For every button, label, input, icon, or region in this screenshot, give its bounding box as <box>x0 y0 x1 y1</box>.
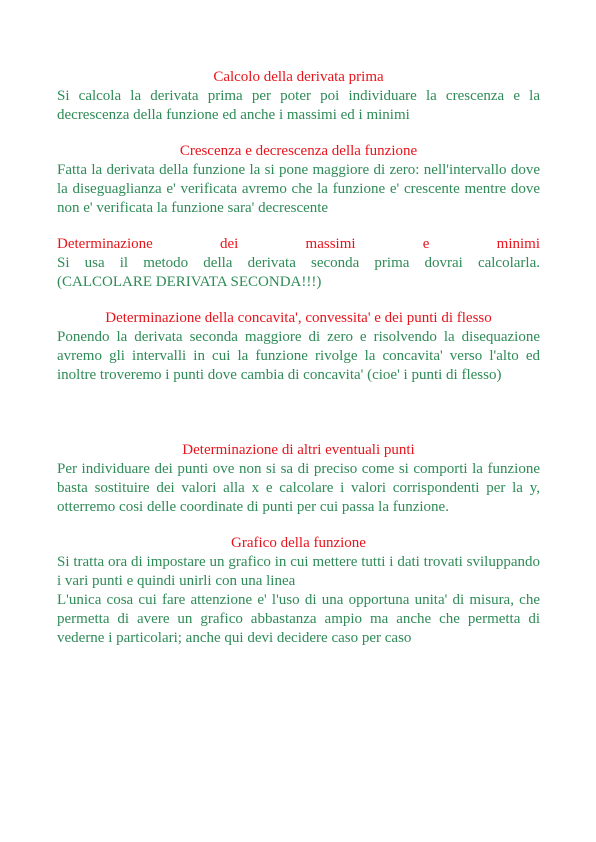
section-paragraph: Si tratta ora di impostare un grafico in cui mettere tutti i dati trovati sviluppando i vari punti e quindi unirli con una linea <box>57 554 540 589</box>
document-page <box>57 68 540 648</box>
section-heading: Crescenza e decrescenza della funzione <box>179 143 418 159</box>
section-paragraph: (CALCOLARE DERIVATA SECONDA!!!) <box>57 274 322 290</box>
section-paragraph: Per individuare dei punti ove non si sa di preciso come si comporti la funzione basta sostituire dei valori alla x e calcolare i valori corrispondenti per la y, otterremo cosi delle coordinate di punti per cui passa la funzione. <box>57 461 540 515</box>
section-massimi-minimi <box>57 235 540 292</box>
section-heading: Determinazione dei massimi e minimi <box>57 236 540 252</box>
section-heading: Determinazione della concavita', convessita' e dei punti di flesso <box>105 310 492 326</box>
section-heading: Grafico della funzione <box>231 535 366 551</box>
section-crescenza <box>57 142 540 218</box>
section-altri-punti <box>57 441 540 517</box>
section-paragraph: Ponendo la derivata seconda maggiore di zero e risolvendo la disequazione avremo gli intervalli in cui la funzione rivolge la concavita' verso l'alto ed inoltre troveremo i punti dove cambia di concavita' (cioe' i punti di flesso) <box>57 329 540 383</box>
section-grafico <box>57 534 540 648</box>
section-paragraph: Fatta la derivata della funzione la si pone maggiore di zero: nell'intervallo dove la diseguaglianza e' verificata avremo che la funzione e' crescente mentre dove non e' verificata la funzione sara' decrescente <box>57 162 540 216</box>
section-derivata-prima <box>57 68 540 125</box>
section-heading: Determinazione di altri eventuali punti <box>182 442 415 458</box>
section-paragraph: Si usa il metodo della derivata seconda prima dovrai calcolarla. <box>57 255 540 271</box>
section-concavita <box>57 309 540 385</box>
section-paragraph: L'unica cosa cui fare attenzione e' l'uso di una opportuna unita' di misura, che permetta di avere un grafico abbastanza ampio ma anche che permetta di vederne i particolari; anche qui devi decidere caso per caso <box>57 592 540 646</box>
section-paragraph: Si calcola la derivata prima per poter poi individuare la crescenza e la decrescenza della funzione ed anche i massimi ed i minimi <box>57 88 540 123</box>
section-heading: Calcolo della derivata prima <box>213 69 384 85</box>
